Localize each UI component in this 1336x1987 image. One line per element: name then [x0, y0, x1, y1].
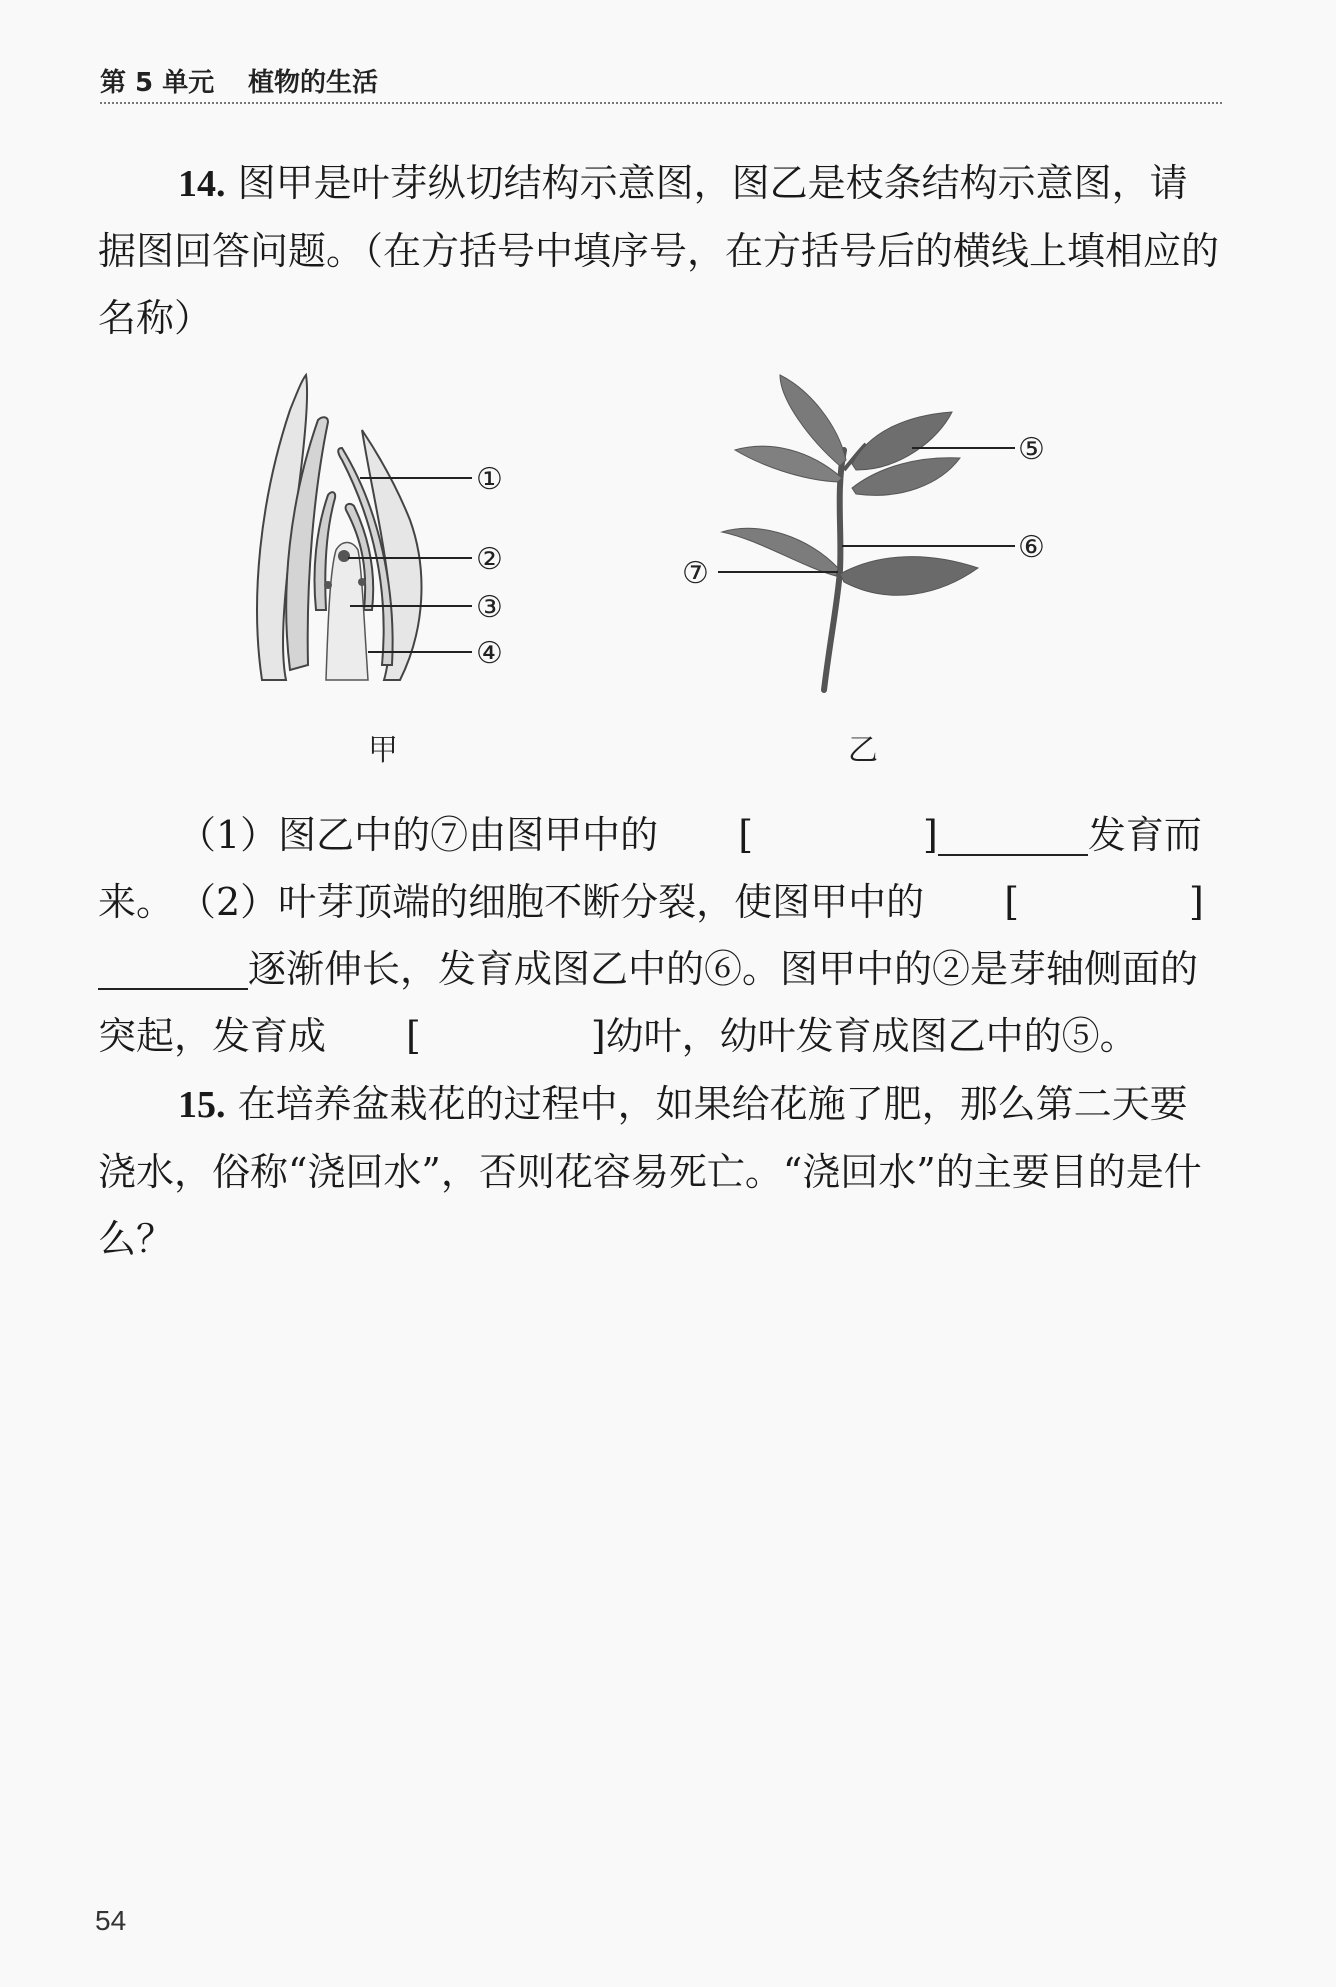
- question-14: [98, 150, 1224, 352]
- sub2-middle: 逐渐伸长，发育成图乙中的⑥。图甲中的②是芽轴侧面的突起，发育成: [98, 947, 1199, 1058]
- marker-3: ③: [476, 590, 503, 625]
- sub2-prefix: （2）叶芽顶端的细胞不断分裂，使图甲中的: [178, 880, 925, 924]
- marker-1: ①: [476, 462, 503, 497]
- marker-6: ⑥: [1018, 530, 1045, 565]
- question-14-text: 图甲是叶芽纵切结构示意图，图乙是枝条结构示意图，请据图回答问题。（在方括号中填序号，在方括号后的横线上填相应的名称）: [98, 161, 1220, 340]
- marker-2: ②: [476, 542, 503, 577]
- sub2-close-bracket: ]: [1189, 880, 1204, 924]
- figure-caption-left: 甲: [368, 733, 398, 768]
- sub2-close-bracket-2: ]: [590, 1014, 606, 1058]
- sub1-suffix: 发育而来。: [98, 813, 1202, 924]
- sub1-close-bracket: ]: [923, 813, 938, 857]
- marker-4: ④: [476, 636, 503, 671]
- unit-label: 第 5 单元: [100, 68, 215, 98]
- sub2-open-bracket-2: [: [406, 1014, 421, 1058]
- sub-question-2: [98, 869, 1224, 1070]
- question-15-text: 在培养盆栽花的过程中，如果给花施了肥，那么第二天要浇水，俗称“浇回水”，否则花容易死亡。“浇回水”的主要目的是什么？: [98, 1082, 1202, 1261]
- question-14-number: 14.: [178, 163, 226, 205]
- sub1-open-bracket: [: [738, 813, 754, 857]
- question-15: [98, 1071, 1224, 1273]
- sub2-answer-line[interactable]: [98, 950, 248, 990]
- unit-title: 植物的生活: [248, 68, 379, 98]
- marker-7: ⑦: [682, 556, 709, 591]
- figure-caption-right: 乙: [848, 733, 878, 768]
- sub1-prefix: （1）图乙中的⑦由图甲中的: [178, 813, 659, 857]
- question-15-number: 15.: [178, 1084, 226, 1126]
- page-number: 54: [95, 1905, 127, 1936]
- leaf-bud-diagram: [250, 370, 530, 690]
- sub2-suffix: 幼叶，幼叶发育成图乙中的⑤。: [605, 1014, 1138, 1058]
- marker-5: ⑤: [1018, 432, 1045, 467]
- sub2-open-bracket: [: [1004, 880, 1020, 924]
- sub1-answer-line[interactable]: [938, 816, 1088, 856]
- page-header: [100, 60, 1222, 104]
- branch-diagram: [660, 370, 1060, 700]
